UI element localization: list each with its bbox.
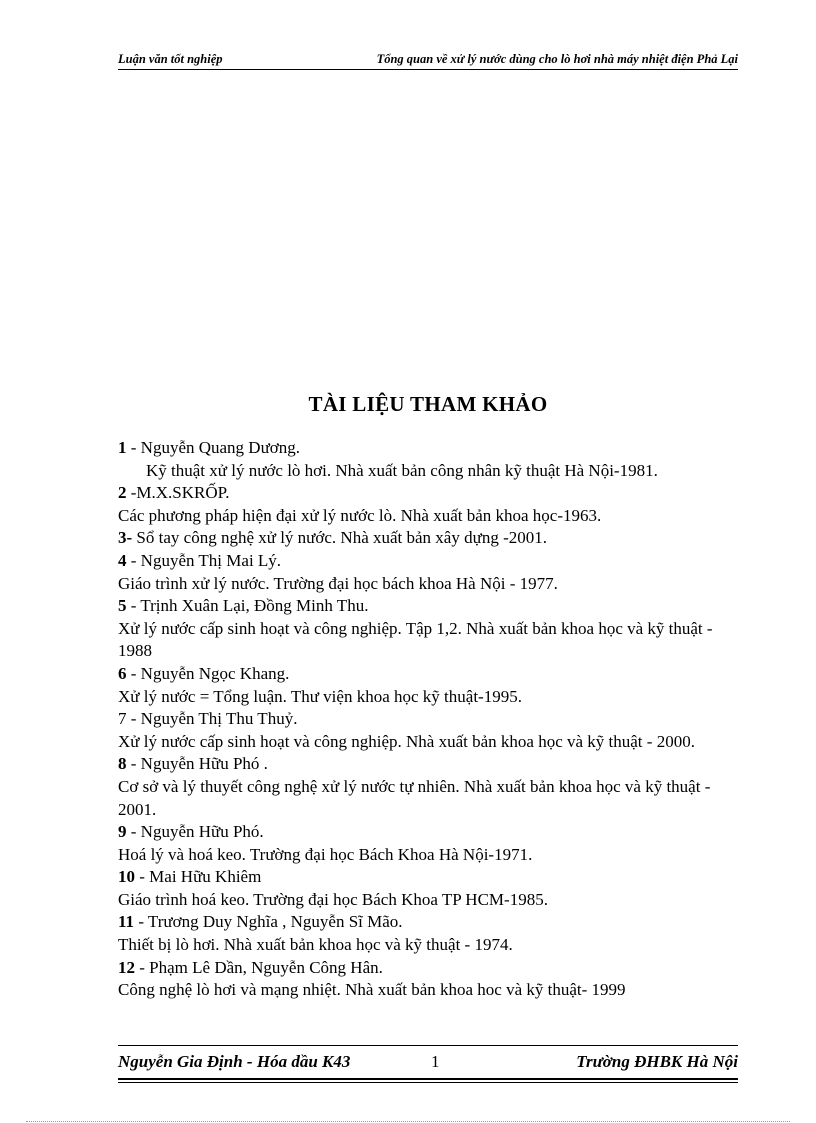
reference-list — [118, 437, 738, 1002]
footer-rule-thin — [118, 1082, 738, 1083]
reference-number: 9 — [118, 822, 127, 842]
page-footer — [118, 1052, 738, 1076]
reference-11-work: Thiết bị lò hơi. Nhà xuất bản khoa học và kỹ thuật - 1974. — [118, 935, 513, 955]
reference-10-work: Giáo trình hoá keo. Trường đại học Bách Khoa TP HCM-1985. — [118, 889, 548, 909]
page-header — [118, 52, 738, 68]
reference-2-work: Các phương pháp hiện đại xử lý nước lò. Nhà xuất bản khoa học-1963. — [118, 505, 602, 525]
page-title: TÀI LIỆU THAM KHẢO — [308, 392, 548, 416]
reference-5-work: Xử lý nước cấp sinh hoạt và công nghiệp. Tập 1,2. Nhà xuất bản khoa học và kỹ thuật - 1988 — [118, 618, 713, 661]
reference-author: - Nguyễn Quang Dương. — [126, 438, 301, 457]
reference-4-author — [118, 550, 738, 573]
reference-4-work: Giáo trình xử lý nước. Trường đại học bách khoa Hà Nội - 1977. — [118, 573, 558, 593]
reference-7-author — [118, 708, 738, 731]
reference-12-work: Công nghệ lò hơi và mạng nhiệt. Nhà xuất bản khoa hoc và kỹ thuật- 1999 — [118, 980, 626, 1000]
reference-6-work: Xử lý nước = Tổng luận. Thư viện khoa học kỹ thuật-1995. — [118, 686, 522, 706]
reference-number: 2 — [118, 483, 127, 503]
reference-7-work: Xử lý nước cấp sinh hoạt và công nghiệp. Nhà xuất bản khoa học và kỹ thuật - 2000. — [118, 731, 695, 751]
reference-3 — [118, 527, 738, 550]
reference-number: 8 — [118, 754, 127, 774]
reference-6-author — [118, 663, 738, 686]
reference-author: - Mai Hữu Khiêm — [135, 867, 262, 887]
reference-number: 5 — [118, 596, 127, 616]
reference-10-author — [118, 866, 738, 889]
header-thesis-title: Tổng quan về xử lý nước dùng cho lò hơi nhà máy nhiệt điện Phả Lại — [376, 52, 738, 66]
reference-11-author — [118, 911, 738, 934]
reference-9-author — [118, 821, 738, 844]
reference-8-author — [118, 753, 738, 776]
reference-author: -M.X.SKRỐP. — [126, 483, 230, 503]
reference-author: - Nguyễn Hữu Phó . — [126, 754, 268, 774]
reference-author: - Nguyễn Ngọc Khang. — [126, 663, 290, 683]
reference-number: 10 — [118, 867, 135, 887]
header-rule — [118, 69, 738, 70]
page-edge-dotted-line — [26, 1121, 790, 1122]
reference-1-author — [118, 437, 738, 460]
reference-author: 7 - Nguyễn Thị Thu Thuỷ. — [118, 709, 298, 729]
reference-1-work: Kỹ thuật xử lý nước lò hơi. Nhà xuất bản công nhân kỹ thuật Hà Nội-1981. — [146, 460, 658, 480]
reference-9-work: Hoá lý và hoá keo. Trường đại học Bách Khoa Hà Nội-1971. — [118, 844, 533, 864]
reference-number: 6 — [118, 663, 127, 683]
footer-rule-thick — [118, 1078, 738, 1080]
page-number: 1 — [431, 1052, 440, 1071]
header-thesis-label: Luận văn tốt nghiệp — [118, 52, 223, 66]
reference-2-author — [118, 482, 738, 505]
reference-12-author — [118, 957, 738, 980]
reference-number: 1 — [118, 438, 127, 457]
reference-author: - Nguyễn Hữu Phó. — [126, 822, 264, 842]
reference-number: 4 — [118, 550, 127, 570]
footer-university: Trường ĐHBK Hà Nội — [576, 1052, 738, 1071]
reference-number: 3- — [118, 528, 133, 548]
footer-rule-top — [118, 1045, 738, 1046]
reference-author: - Trịnh Xuân Lại, Đồng Minh Thu. — [126, 596, 369, 616]
reference-author: - Phạm Lê Dần, Nguyễn Công Hân. — [135, 957, 383, 977]
reference-5-author — [118, 595, 738, 618]
footer-author: Nguyễn Gia Định - Hóa dầu K43 — [118, 1052, 351, 1071]
reference-number: 12 — [118, 957, 135, 977]
reference-author: - Trương Duy Nghĩa , Nguyễn Sĩ Mão. — [134, 912, 403, 932]
reference-author: Sổ tay công nghệ xử lý nước. Nhà xuất bản xây dựng -2001. — [132, 528, 547, 548]
reference-author: - Nguyễn Thị Mai Lý. — [126, 550, 282, 570]
reference-number: 11 — [118, 912, 135, 932]
reference-8-work: Cơ sở và lý thuyết công nghệ xử lý nước tự nhiên. Nhà xuất bản khoa học và kỹ thuật - 2001. — [118, 776, 711, 819]
